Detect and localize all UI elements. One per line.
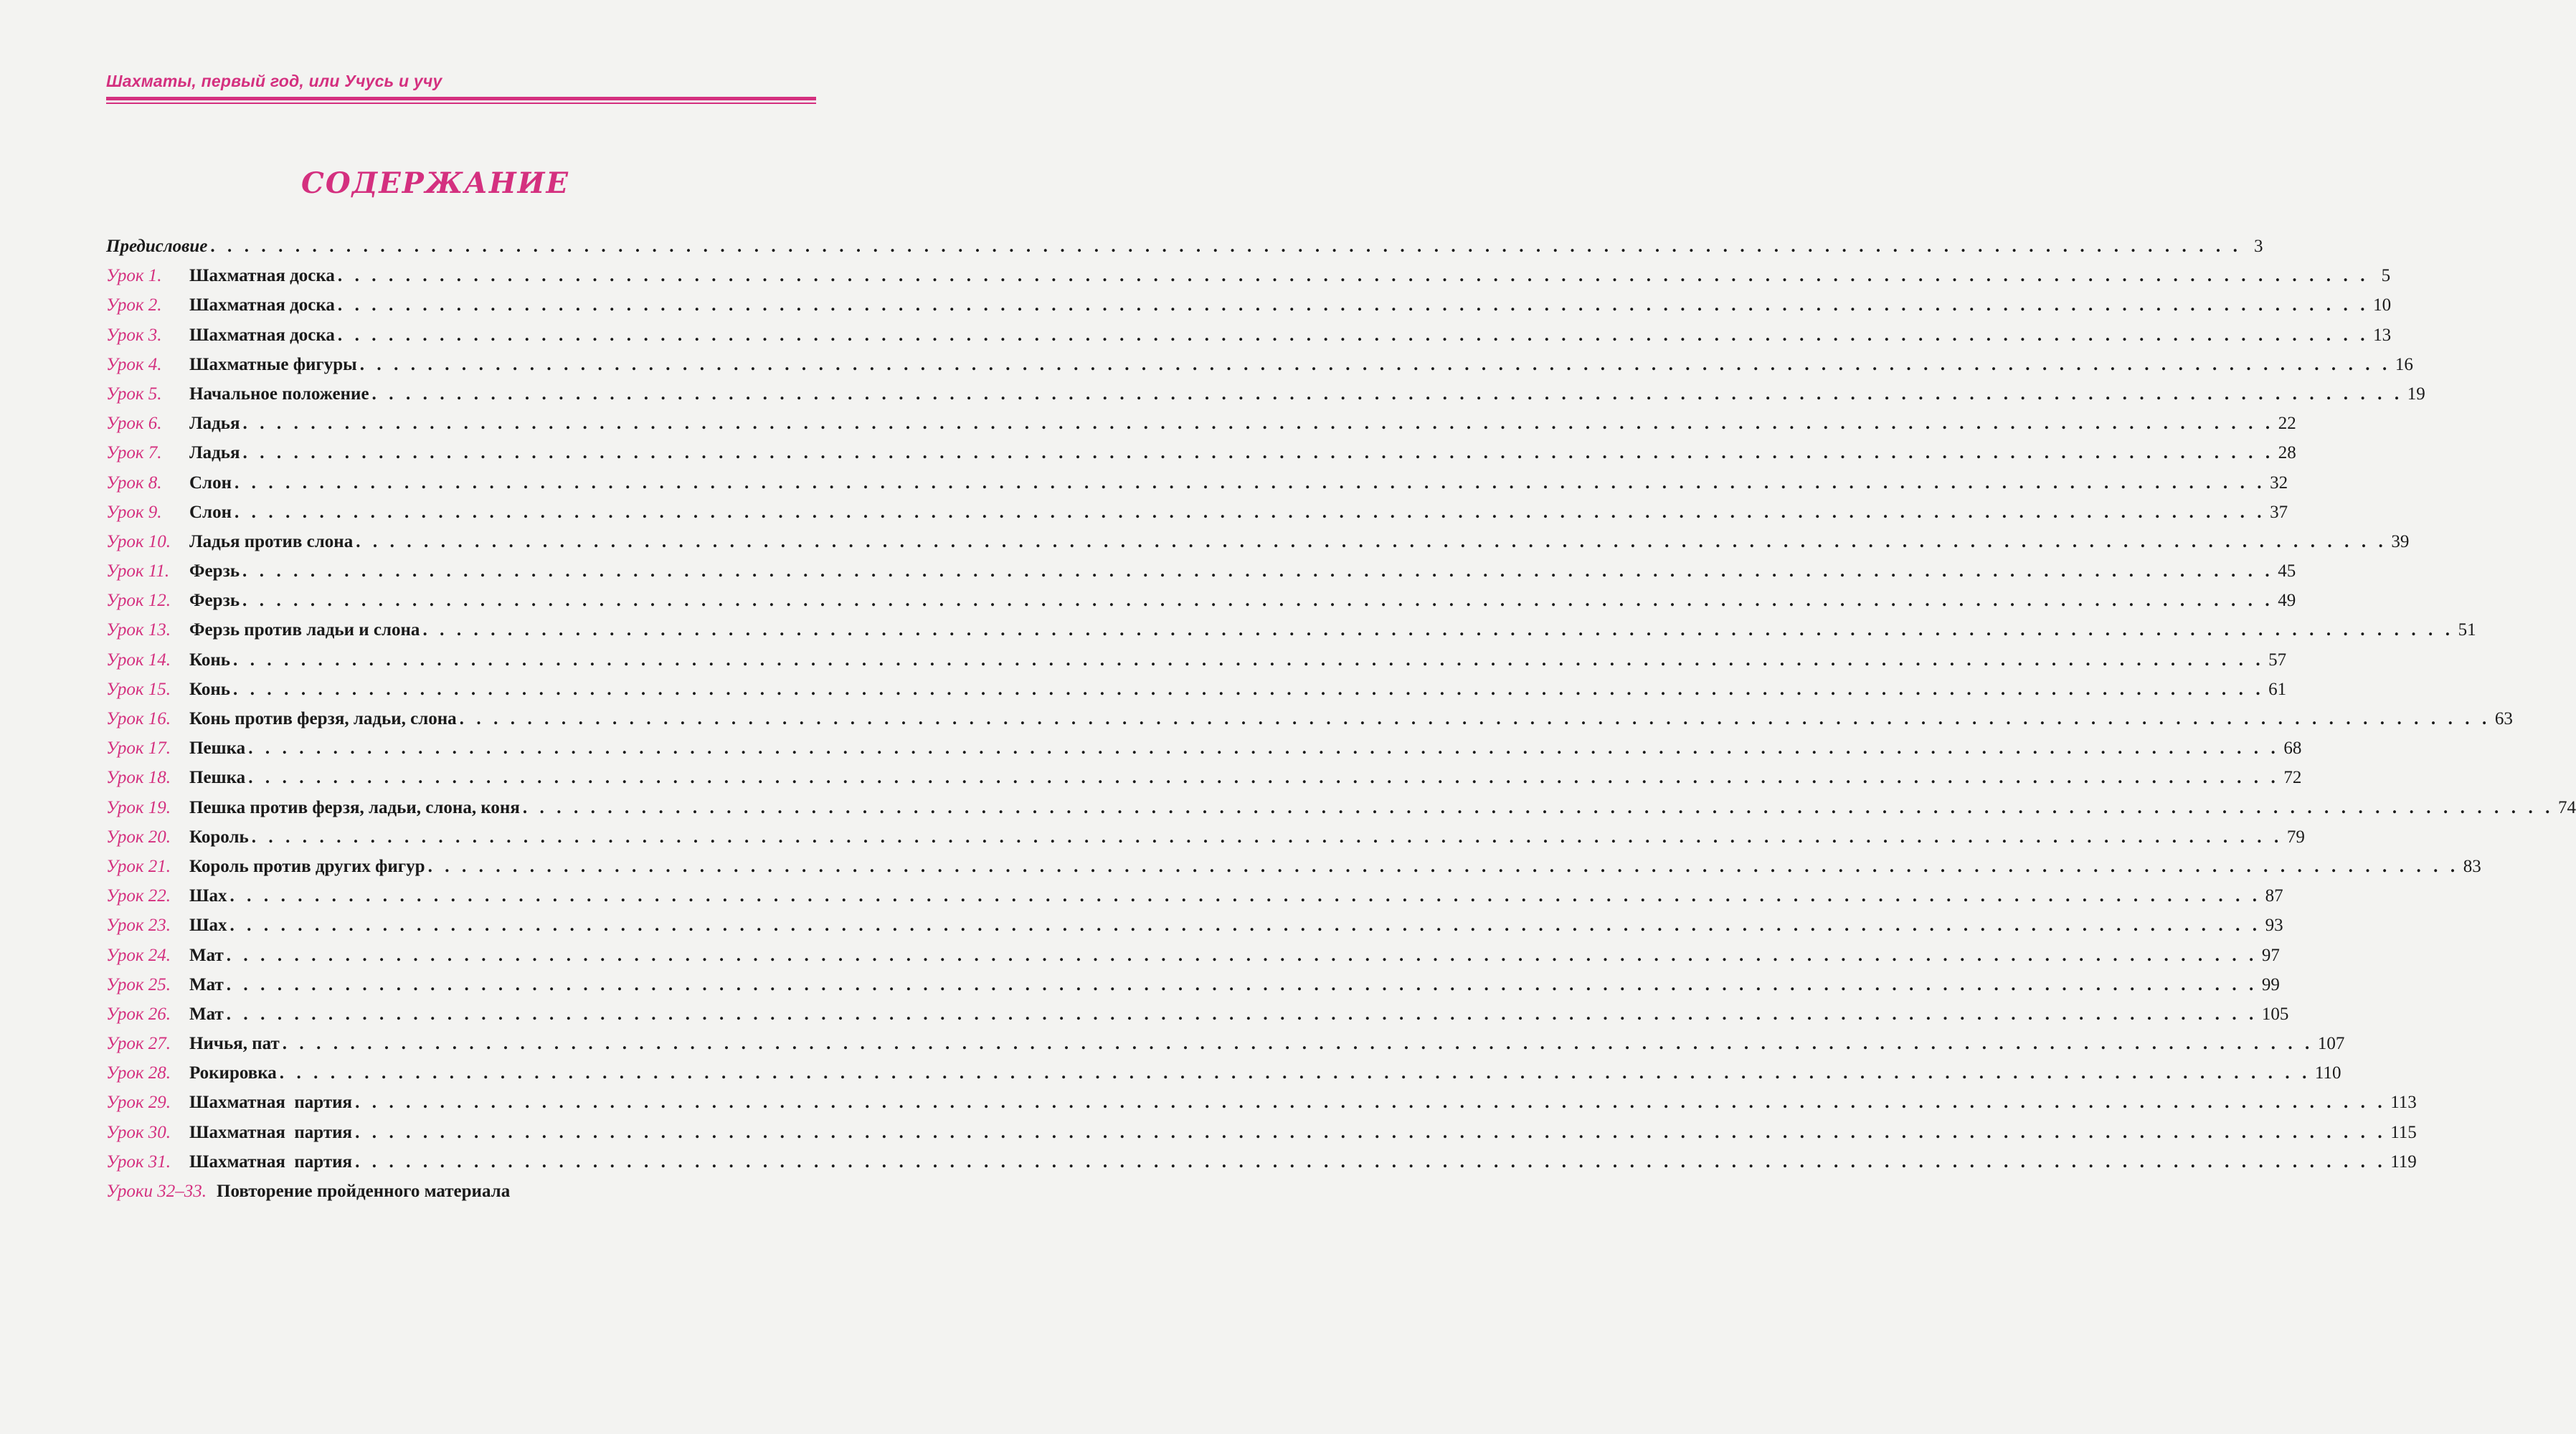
dot-leader: . . . . . . . . . . . . . . . . . . . . . . . . . . . . . . . . . . . . . . . . . . . . . . . . . . . . . . . . . . . . . . . . . . . . . . . . . . . . . . . . . . . . . . . . . . . . . . . . . . . . . . . . . . . . . . . . . . . . . . . .	[234, 473, 2266, 493]
lesson-topic: Повторение пройденного материала	[217, 1182, 511, 1201]
lesson-topic: Шахматная партия	[189, 1093, 353, 1113]
dot-leader: . . . . . . . . . . . . . . . . . . . . . . . . . . . . . . . . . . . . . . . . . . . . . . . . . . . . . . . . . . . . . . . . . . . . . . . . . . . . . . . . . . . . . . . . . . . . . . . . . . . . . . . . . . . . . . . . . . . . . . . .	[459, 709, 2491, 728]
lesson-topic: Шахматная партия	[189, 1152, 353, 1172]
toc-entry[interactable]	[106, 350, 2413, 379]
lesson-topic: Шахматная доска	[189, 295, 335, 315]
page-number: 99	[2261, 974, 2280, 994]
book-title: Шахматы, первый год, или Учусь и учу	[106, 72, 442, 90]
lesson-topic: Ладья против слона	[189, 531, 354, 551]
header-rule-thin	[106, 103, 816, 104]
lesson-number: Урок 3.	[106, 325, 162, 345]
lesson-topic: Предисловие	[106, 237, 208, 256]
dot-leader: . . . . . . . . . . . . . . . . . . . . . . . . . . . . . . . . . . . . . . . . . . . . . . . . . . . . . . . . . . . . . . . . . . . . . . . . . . . . . . . . . . . . . . . . . . . . . . . . . . . . . . . . . . . . . . . . . . . . . . . .	[210, 237, 2242, 256]
lesson-number: Урок 25.	[106, 974, 171, 994]
lesson-number: Урок 24.	[106, 945, 171, 965]
lesson-number: Урок 16.	[106, 709, 171, 728]
lesson-topic: Конь против ферзя, ладьи, слона	[189, 709, 457, 728]
toc-entry[interactable]	[106, 881, 2283, 911]
lesson-number: Урок 26.	[106, 1004, 171, 1024]
lesson-number: Урок 30.	[106, 1122, 171, 1142]
dot-leader: . . . . . . . . . . . . . . . . . . . . . . . . . . . . . . . . . . . . . . . . . . . . . . . . . . . . . . . . . . . . . . . . . . . . . . . . . . . . . . . . . . . . . . . . . . . . . . . . . . . . . . . . . . . . . . . . . . . . . . . .	[422, 620, 2454, 640]
lesson-number: Урок 23.	[106, 916, 171, 936]
toc-entry[interactable]	[106, 556, 2296, 586]
lesson-number: Урок 6.	[106, 414, 162, 434]
page-number: 28	[2278, 443, 2296, 463]
toc-entry[interactable]	[106, 852, 2481, 881]
lesson-topic: Король против других фигур	[189, 856, 425, 876]
lesson-number: Урок 13.	[106, 620, 171, 640]
page-number: 61	[2268, 679, 2287, 699]
lesson-number: Урок 9.	[106, 502, 162, 522]
lesson-topic: Ферзь	[189, 561, 240, 581]
toc-entry[interactable]	[106, 822, 2305, 852]
dot-leader: . . . . . . . . . . . . . . . . . . . . . . . . . . . . . . . . . . . . . . . . . . . . . . . . . . . . . . . . . . . . . . . . . . . . . . . . . . . . . . . . . . . . . . . . . . . . . . . . . . . . . . . . . . . . . . . . . . . . . . . .	[248, 739, 2280, 759]
lesson-number: Урок 12.	[106, 591, 171, 611]
page-number: 45	[2278, 561, 2296, 581]
dot-leader: . . . . . . . . . . . . . . . . . . . . . . . . . . . . . . . . . . . . . . . . . . . . . . . . . . . . . . . . . . . . . . . . . . . . . . . . . . . . . . . . . . . . . . . . . . . . . . . . . . . . . . . . . . . . . . . . . . . . . . . .	[355, 1152, 2387, 1172]
dot-leader: . . . . . . . . . . . . . . . . . . . . . . . . . . . . . . . . . . . . . . . . . . . . . . . . . . . . . . . . . . . . . . . . . . . . . . . . . . . . . . . . . . . . . . . . . . . . . . . . . . . . . . . . . . . . . . . . . . . . . . . .	[242, 591, 2274, 611]
page-number: 10	[2373, 295, 2392, 315]
page-number: 115	[2390, 1122, 2417, 1142]
toc-entry[interactable]	[106, 733, 2302, 763]
dot-leader: . . . . . . . . . . . . . . . . . . . . . . . . . . . . . . . . . . . . . . . . . . . . . . . . . . . . . . . . . . . . . . . . . . . . . . . . . . . . . . . . . . . . . . . . . . . . . . . . . . . . . . . . . . . . . . . . . . . . . . . .	[356, 531, 2387, 551]
lesson-number: Уроки 32–33.	[106, 1182, 207, 1201]
page-number: 107	[2317, 1034, 2345, 1054]
lesson-topic: Слон	[189, 502, 232, 522]
lesson-number: Урок 17.	[106, 739, 171, 759]
toc-entry[interactable]	[106, 763, 2302, 792]
toc-entry[interactable]	[106, 1088, 2417, 1117]
dot-leader: . . . . . . . . . . . . . . . . . . . . . . . . . . . . . . . . . . . . . . . . . . . . . . . . . . . . . . . . . . . . . . . . . . . . . . . . . . . . . . . . . . . . . . . . . . . . . . . . . . . . . . . . . . . . . . . . . . . . . . . .	[242, 561, 2274, 581]
page-number: 37	[2270, 502, 2288, 522]
page-number: 105	[2261, 1004, 2289, 1024]
toc-entry[interactable]	[106, 970, 2280, 999]
lesson-topic: Шахматные фигуры	[189, 354, 357, 374]
toc-entry[interactable]	[106, 941, 2280, 970]
contents-heading: СОДЕРЖАНИЕ	[301, 166, 569, 200]
dot-leader: . . . . . . . . . . . . . . . . . . . . . . . . . . . . . . . . . . . . . . . . . . . . . . . . . . . . . . . . . . . . . . . . . . . . . . . . . . . . . . . . . . . . . . . . . . . . . . . . . . . . . . . . . . . . . . . . . . . . . . . .	[282, 1034, 2314, 1054]
page-number: 79	[2286, 827, 2305, 847]
dot-leader: . . . . . . . . . . . . . . . . . . . . . . . . . . . . . . . . . . . . . . . . . . . . . . . . . . . . . . . . . . . . . . . . . . . . . . . . . . . . . . . . . . . . . . . . . . . . . . . . . . . . . . . . . . . . . . . . . . . . . . . .	[355, 1122, 2387, 1142]
lesson-topic: Рокировка	[189, 1063, 277, 1083]
lesson-number: Урок 7.	[106, 443, 162, 463]
lesson-number: Урок 4.	[106, 354, 162, 374]
page-number: 22	[2278, 414, 2296, 434]
lesson-topic: Начальное положение	[189, 384, 369, 404]
lesson-number: Урок 14.	[106, 650, 171, 670]
page-number: 57	[2268, 650, 2287, 670]
toc-entry[interactable]	[106, 1029, 2345, 1058]
header-rule-thick	[106, 97, 816, 100]
lesson-topic: Ферзь	[189, 591, 240, 611]
toc-entry[interactable]	[106, 911, 2283, 940]
page-number: 3	[2253, 237, 2263, 256]
page-number: 113	[2390, 1093, 2417, 1113]
lesson-topic: Слон	[189, 473, 232, 493]
toc-entry[interactable]	[106, 704, 2513, 733]
lesson-number: Урок 5.	[106, 384, 162, 404]
dot-leader: . . . . . . . . . . . . . . . . . . . . . . . . . . . . . . . . . . . . . . . . . . . . . . . . . . . . . . . . . . . . . . . . . . . . . . . . . . . . . . . . . . . . . . . . . . . . . . . . . . . . . . . . . . . . . . . . . . . . . . . .	[229, 916, 2261, 936]
toc-entry[interactable]	[106, 793, 2576, 822]
dot-leader: . . . . . . . . . . . . . . . . . . . . . . . . . . . . . . . . . . . . . . . . . . . . . . . . . . . . . . . . . . . . . . . . . . . . . . . . . . . . . . . . . . . . . . . . . . . . . . . . . . . . . . . . . . . . . . . . . . . . . . . .	[337, 295, 2369, 315]
page-number: 110	[2314, 1063, 2341, 1083]
page-number: 97	[2261, 945, 2280, 965]
lesson-number: Урок 15.	[106, 679, 171, 699]
dot-leader: . . . . . . . . . . . . . . . . . . . . . . . . . . . . . . . . . . . . . . . . . . . . . . . . . . . . . . . . . . . . . . . . . . . . . . . . . . . . . . . . . . . . . . . . . . . . . . . . . . . . . . . . . . . . . . . . . . . . . . . .	[226, 1004, 2258, 1024]
lesson-topic: Ладья	[189, 414, 240, 434]
dot-leader: . . . . . . . . . . . . . . . . . . . . . . . . . . . . . . . . . . . . . . . . . . . . . . . . . . . . . . . . . . . . . . . . . . . . . . . . . . . . . . . . . . . . . . . . . . . . . . . . . . . . . . . . . . . . . . . . . . . . . . . .	[337, 325, 2369, 345]
toc-entry[interactable]	[106, 438, 2296, 467]
dot-leader: . . . . . . . . . . . . . . . . . . . . . . . . . . . . . . . . . . . . . . . . . . . . . . . . . . . . . . . . . . . . . . . . . . . . . . . . . . . . . . . . . . . . . . . . . . . . . . . . . . . . . . . . . . . . . . . . . . . . . . . .	[242, 443, 2274, 463]
lesson-number: Урок 20.	[106, 827, 171, 847]
lesson-topic: Пешка против ферзя, ладьи, слона, коня	[189, 797, 520, 817]
toc-entry[interactable]	[106, 1058, 2341, 1088]
dot-leader: . . . . . . . . . . . . . . . . . . . . . . . . . . . . . . . . . . . . . . . . . . . . . . . . . . . . . . . . . . . . . . . . . . . . . . . . . . . . . . . . . . . . . . . . . . . . . . . . . . . . . . . . . . . . . . . . . . . . . . . .	[359, 354, 2391, 374]
lesson-topic: Шахматная доска	[189, 325, 335, 345]
toc-entry[interactable]	[106, 379, 2425, 409]
lesson-topic: Конь	[189, 650, 231, 670]
page-number: 83	[2463, 856, 2481, 876]
lesson-topic: Шахматная доска	[189, 266, 335, 286]
dot-leader: . . . . . . . . . . . . . . . . . . . . . . . . . . . . . . . . . . . . . . . . . . . . . . . . . . . . . . . . . . . . . . . . . . . . . . . . . . . . . . . . . . . . . . . . . . . . . . . . . . . . . . . . . . . . . . . . . . . . . . . .	[279, 1063, 2311, 1083]
dot-leader: . . . . . . . . . . . . . . . . . . . . . . . . . . . . . . . . . . . . . . . . . . . . . . . . . . . . . . . . . . . . . . . . . . . . . . . . . . . . . . . . . . . . . . . . . . . . . . . . . . . . . . . . . . . . . . . . . . . . . . . .	[229, 886, 2261, 906]
page-number: 39	[2391, 531, 2410, 551]
page-number: 32	[2270, 473, 2288, 493]
toc-entry[interactable]	[106, 999, 2289, 1029]
page-number: 13	[2373, 325, 2392, 345]
toc-entry[interactable]	[106, 645, 2287, 675]
lesson-number: Урок 19.	[106, 797, 171, 817]
page-number: 68	[2283, 739, 2302, 759]
dot-leader: . . . . . . . . . . . . . . . . . . . . . . . . . . . . . . . . . . . . . . . . . . . . . . . . . . . . . . . . . . . . . . . . . . . . . . . . . . . . . . . . . . . . . . . . . . . . . . . . . . . . . . . . . . . . . . . . . . . . . . . .	[233, 679, 2265, 699]
dot-leader: . . . . . . . . . . . . . . . . . . . . . . . . . . . . . . . . . . . . . . . . . . . . . . . . . . . . . . . . . . . . . . . . . . . . . . . . . . . . . . . . . . . . . . . . . . . . . . . . . . . . . . . . . . . . . . . . . . . . . . . .	[226, 945, 2258, 965]
toc-entry[interactable]	[106, 675, 2287, 704]
toc-entry[interactable]	[106, 409, 2296, 438]
toc-entry[interactable]	[106, 615, 2476, 645]
page-number: 119	[2390, 1152, 2417, 1172]
toc-entry[interactable]	[106, 468, 2288, 498]
toc-entry[interactable]	[106, 586, 2296, 615]
toc-entry[interactable]	[106, 232, 2263, 261]
lesson-number: Урок 27.	[106, 1034, 171, 1054]
page-number: 5	[2381, 266, 2391, 286]
lesson-topic: Ладья	[189, 443, 240, 463]
toc-entry[interactable]	[106, 1177, 818, 1206]
lesson-topic: Мат	[189, 974, 224, 994]
dot-leader: . . . . . . . . . . . . . . . . . . . . . . . . . . . . . . . . . . . . . . . . . . . . . . . . . . . . . . . . . . . . . . . . . . . . . . . . . . . . . . . . . . . . . . . . . . . . . . . . . . . . . . . . . . . . . . . . . . . . . . . .	[233, 650, 2265, 670]
lesson-number: Урок 22.	[106, 886, 171, 906]
dot-leader: . . . . . . . . . . . . . . . . . . . . . . . . . . . . . . . . . . . . . . . . . . . . . . . . . . . . . . . . . . . . . . . . . . . . . . . . . . . . . . . . . . . . . . . . . . . . . . . . . . . . . . . . . . . . . . . . . . . . . . . .	[251, 827, 2283, 847]
lesson-number: Урок 1.	[106, 266, 162, 286]
lesson-number: Урок 8.	[106, 473, 162, 493]
lesson-topic: Мат	[189, 945, 224, 965]
toc-entry[interactable]	[106, 1147, 2417, 1177]
lesson-topic: Шах	[189, 886, 227, 906]
toc-entry[interactable]	[106, 527, 2410, 556]
lesson-topic: Шах	[189, 916, 227, 936]
page-number: 72	[2283, 768, 2302, 788]
dot-leader: . . . . . . . . . . . . . . . . . . . . . . . . . . . . . . . . . . . . . . . . . . . . . . . . . . . . . . . . . . . . . . . . . . . . . . . . . . . . . . . . . . . . . . . . . . . . . . . . . . . . . . . . . . . . . . . . . . . . . . . .	[242, 414, 2274, 434]
lesson-topic: Ничья, пат	[189, 1034, 280, 1054]
lesson-topic: Ферзь против ладьи и слона	[189, 620, 420, 640]
dot-leader: . . . . . . . . . . . . . . . . . . . . . . . . . . . . . . . . . . . . . . . . . . . . . . . . . . . . . . . . . . . . . . . . . . . . . . . . . . . . . . . . . . . . . . . . . . . . . . . . . . . . . . . . . . . . . . . . . . . . . . . .	[522, 797, 2554, 817]
dot-leader: . . . . . . . . . . . . . . . . . . . . . . . . . . . . . . . . . . . . . . . . . . . . . . . . . . . . . . . . . . . . . . . . . . . . . . . . . . . . . . . . . . . . . . . . . . . . . . . . . . . . . . . . . . . . . . . . . . . . . . . .	[226, 974, 2258, 994]
lesson-topic: Шахматная партия	[189, 1122, 353, 1142]
dot-leader: . . . . . . . . . . . . . . . . . . . . . . . . . . . . . . . . . . . . . . . . . . . . . . . . . . . . . . . . . . . . . . . . . . . . . . . . . . . . . . . . . . . . . . . . . . . . . . . . . . . . . . . . . . . . . . . . . . . . . . . .	[337, 266, 2369, 286]
lesson-number: Урок 28.	[106, 1063, 171, 1083]
page-number: 87	[2265, 886, 2283, 906]
toc-entry[interactable]	[106, 290, 2392, 320]
toc-entry[interactable]	[106, 261, 2391, 290]
toc-entry[interactable]	[106, 498, 2288, 527]
toc-entry[interactable]	[106, 1118, 2417, 1147]
lesson-topic: Конь	[189, 679, 231, 699]
lesson-topic: Мат	[189, 1004, 224, 1024]
toc-entry[interactable]	[106, 320, 2392, 350]
page-number: 74	[2558, 797, 2576, 817]
table-of-contents	[106, 232, 2576, 1206]
lesson-number: Урок 31.	[106, 1152, 171, 1172]
page-number: 51	[2458, 620, 2476, 640]
dot-leader: . . . . . . . . . . . . . . . . . . . . . . . . . . . . . . . . . . . . . . . . . . . . . . . . . . . . . . . . . . . . . . . . . . . . . . . . . . . . . . . . . . . . . . . . . . . . . . . . . . . . . . . . . . . . . . . . . . . . . . . .	[427, 856, 2459, 876]
page-number: 93	[2265, 916, 2283, 936]
lesson-topic: Пешка	[189, 739, 246, 759]
lesson-topic: Пешка	[189, 768, 246, 788]
lesson-number: Урок 2.	[106, 295, 162, 315]
lesson-number: Урок 11.	[106, 561, 170, 581]
lesson-topic: Король	[189, 827, 249, 847]
running-header	[106, 72, 816, 104]
dot-leader: . . . . . . . . . . . . . . . . . . . . . . . . . . . . . . . . . . . . . . . . . . . . . . . . . . . . . . . . . . . . . . . . . . . . . . . . . . . . . . . . . . . . . . . . . . . . . . . . . . . . . . . . . . . . . . . . . . . . . . . .	[248, 768, 2280, 788]
lesson-number: Урок 21.	[106, 856, 171, 876]
dot-leader: . . . . . . . . . . . . . . . . . . . . . . . . . . . . . . . . . . . . . . . . . . . . . . . . . . . . . . . . . . . . . . . . . . . . . . . . . . . . . . . . . . . . . . . . . . . . . . . . . . . . . . . . . . . . . . . . . . . . . . . .	[234, 502, 2266, 522]
dot-leader: . . . . . . . . . . . . . . . . . . . . . . . . . . . . . . . . . . . . . . . . . . . . . . . . . . . . . . . . . . . . . . . . . . . . . . . . . . . . . . . . . . . . . . . . . . . . . . . . . . . . . . . . . . . . . . . . . . . . . . . .	[355, 1093, 2387, 1113]
lesson-number: Урок 29.	[106, 1093, 171, 1113]
page-number: 16	[2395, 354, 2413, 374]
page-number: 63	[2494, 709, 2513, 728]
page-number: 49	[2278, 591, 2296, 611]
page-number: 19	[2407, 384, 2425, 404]
lesson-number: Урок 10.	[106, 531, 171, 551]
lesson-number: Урок 18.	[106, 768, 171, 788]
dot-leader: . . . . . . . . . . . . . . . . . . . . . . . . . . . . . . . . . . . . . . . . . . . . . . . . . . . . . . . . . . . . . . . . . . . . . . . . . . . . . . . . . . . . . . . . . . . . . . . . . . . . . . . . . . . . . . . . . . . . . . . .	[371, 384, 2403, 404]
